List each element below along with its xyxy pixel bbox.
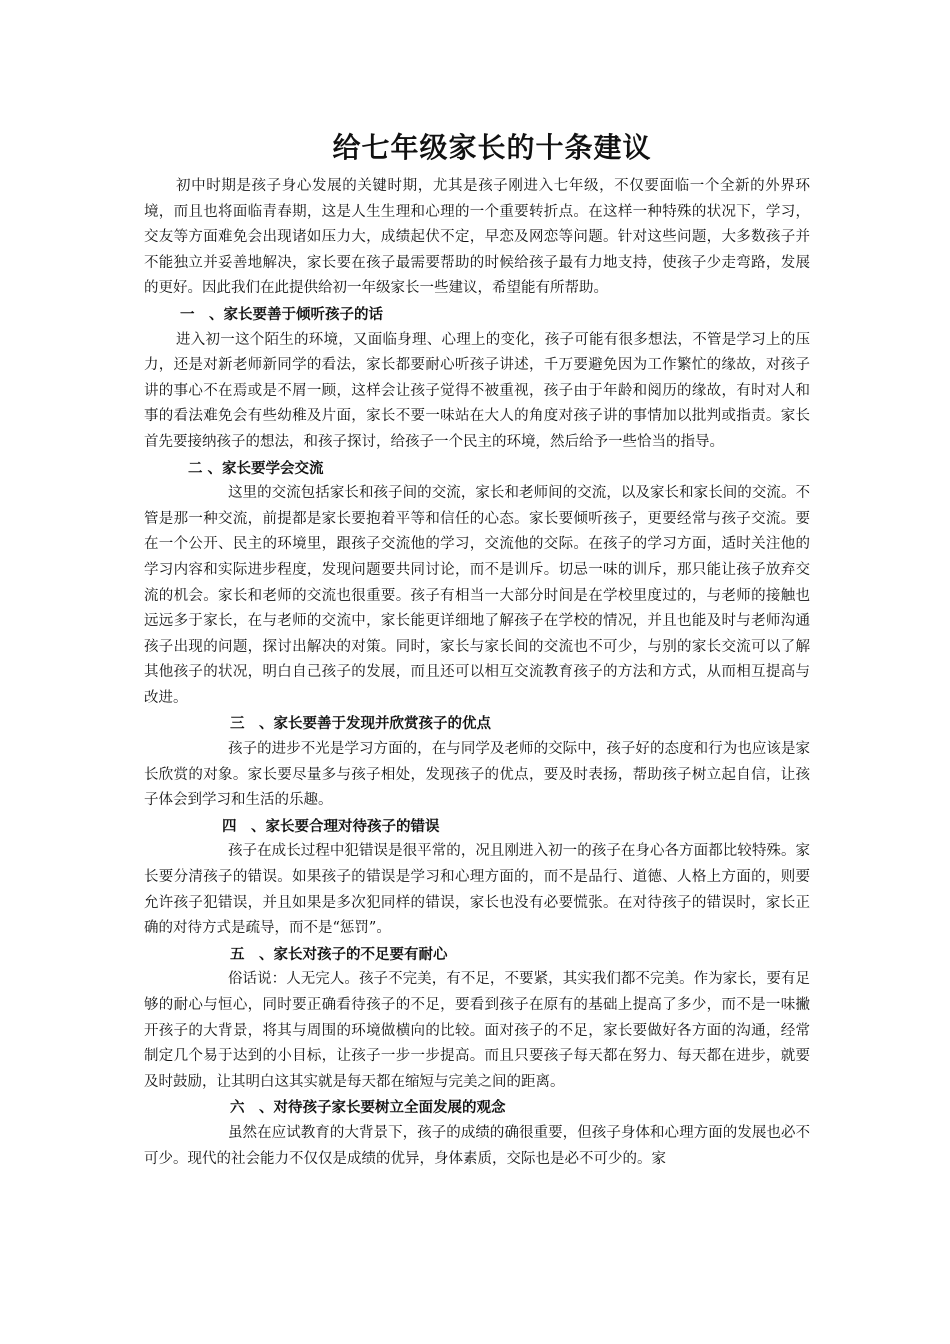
section-2-body: 这里的交流包括家长和孩子间的交流，家长和老师间的交流，以及家长和家长间的交流。不管是那一种交流，前提都是家长要抱着平等和信任的心态。家长要倾听孩子，更要经常与孩子交流。要在一个公开、民主的环境里，跟孩子交流他的学习，交流他的交际。在孩子的学习方面，适时关注他的学习内容和实际进步程度，发现问题要共同讨论，而不是训斥。切忌一味的训斥，那只能让孩子放弃交流的机会。家长和老师的交流也很重要。孩子有相当一大部分时间是在学校里度过的，与老师的接触也远远多于家长，在与老师的交流中，家长能更详细地了解孩子在学校的情况，并且也能及时与老师沟通孩子出现的问题，探讨出解决的对策。同时，家长与家长间的交流也不可少，与别的家长交流可以了解其他孩子的状况，明白自己孩子的发展，而且还可以相互交流教育孩子的方法和方式，从而相互提高与改进。 [144, 485, 810, 706]
section-4-heading: 四 、家长要合理对待孩子的错误 [222, 817, 440, 835]
section-5-body: 俗话说：人无完人。孩子不完美，有不足，不要紧，其实我们都不完美。作为家长，要有足够的耐心与恒心，同时要正确看待孩子的不足，要看到孩子在原有的基础上提高了多少，而不是一味撇开孩子的大背景，将其与周围的环境做横向的比较。面对孩子的不足，家长要做好各方面的沟通，经常制定几个易于达到的小目标，让孩子一步一步提高。而且只要孩子每天都在努力、每天都在进步，就要及时鼓励，让其明白这其实就是每天都在缩短与完美之间的距离。 [144, 971, 810, 1090]
section-1-heading: 一 、家长要善于倾听孩子的话 [180, 305, 383, 323]
section-6-heading: 六 、对待孩子家长要树立全面发展的观念 [230, 1099, 506, 1117]
section-5-heading: 五 、家长对孩子的不足要有耐心 [230, 945, 448, 963]
intro-paragraph: 初中时期是孩子身心发展的关键时期，尤其是孩子刚进入七年级，不仅要面临一个全新的外界环境，而且也将面临青春期，这是人生生理和心理的一个重要转折点。在这样一种特殊的状况下，学习，交友等方面难免会出现诸如压力大，成绩起伏不定，早恋及网恋等问题。针对这些问题，大多数孩子并不能独立并妥善地解决，家长要在孩子最需要帮助的时候给孩子最有力地支持，使孩子少走弯路，发展的更好。因此我们在此提供给初一年级家长一些建议，希望能有所帮助。 [144, 178, 810, 297]
section-3-body: 孩子的进步不光是学习方面的，在与同学及老师的交际中，孩子好的态度和行为也应该是家长欣赏的对象。家长要尽量多与孩子相处，发现孩子的优点，要及时表扬，帮助孩子树立起自信，让孩子体会到学习和生活的乐趣。 [144, 741, 810, 809]
section-1-body: 进入初一这个陌生的环境，又面临身理、心理上的变化，孩子可能有很多想法，不管是学习上的压力，还是对新老师新同学的看法，家长都要耐心听孩子讲述，千万要避免因为工作繁忙的缘故，对孩子讲的事心不在焉或是不屑一顾，这样会让孩子觉得不被重视，孩子由于年龄和阅历的缘故，有时对人和事的看法难免会有些幼稚及片面，家长不要一味站在大人的角度对孩子讲的事情加以批判或指责。家长首先要接纳孩子的想法，和孩子探讨，给孩子一个民主的环境，然后给予一些恰当的指导。 [144, 331, 810, 450]
section-4-body: 孩子在成长过程中犯错误是很平常的，况且刚进入初一的孩子在身心各方面都比较特殊。家长要分清孩子的错误。如果孩子的错误是学习和心理方面的，而不是品行、道德、人格上方面的，则要允许孩子犯错误，并且如果是多次犯同样的错误，家长也没有必要慌张。在对待孩子的错误时，家长正确的对待方式是疏导，而不是“惩罚”。 [144, 843, 810, 937]
section-2-heading: 二 、家长要学会交流 [188, 459, 324, 477]
document-title: 给七年级家长的十条建议 [332, 131, 652, 164]
section-6-body: 虽然在应试教育的大背景下，孩子的成绩的确很重要，但孩子身体和心理方面的发展也必不可少。现代的社会能力不仅仅是成绩的优异，身体素质，交际也是必不可少的。家 [144, 1124, 810, 1167]
document-page [144, 128, 810, 1172]
section-3-heading: 三 、家长要善于发现并欣赏孩子的优点 [230, 715, 491, 733]
